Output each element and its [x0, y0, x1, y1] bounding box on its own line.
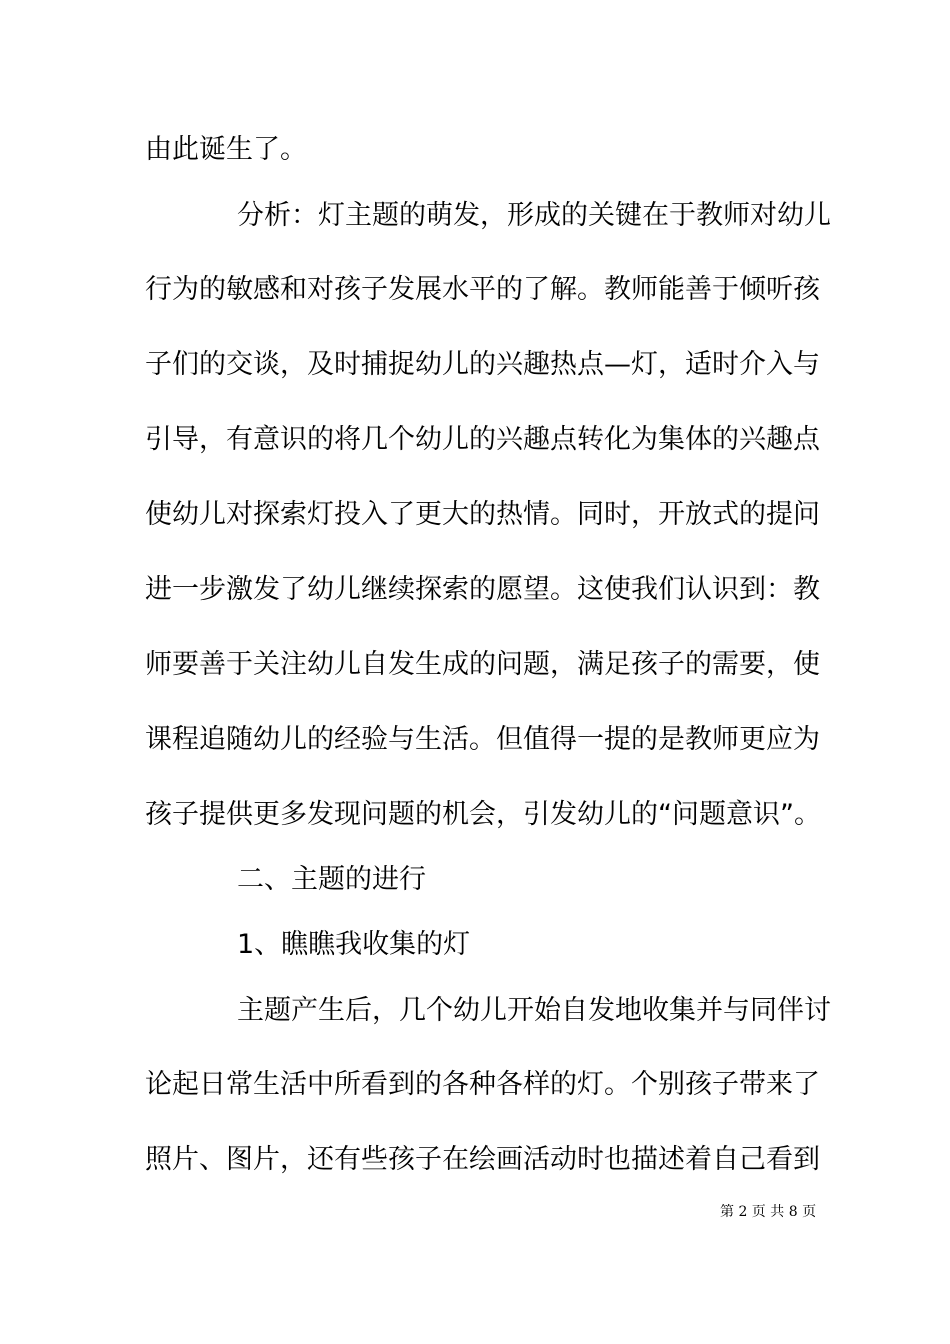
text-line: 主题产生后，几个幼儿开始自发地收集并与同伴讨: [237, 995, 831, 1026]
text-line: 课程追随幼儿的经验与生活。但值得一提的是教师更应为: [145, 724, 820, 755]
text-line: 子们的交谈，及时捕捉幼儿的兴趣热点—灯，适时介入与: [145, 349, 820, 380]
page-number: 第 2 页 共 8 页: [720, 1204, 817, 1220]
text-line: 师要善于关注幼儿自发生成的问题，满足孩子的需要，使: [145, 649, 820, 680]
text-line: 行为的敏感和对孩子发展水平的了解。教师能善于倾听孩: [145, 274, 820, 305]
text-line: 引导，有意识的将几个幼儿的兴趣点转化为集体的兴趣点: [145, 424, 820, 455]
text-line: 照片、图片，还有些孩子在绘画活动时也描述着自己看到: [145, 1144, 820, 1175]
subsection-heading: 1、瞧瞧我收集的灯: [237, 929, 471, 960]
text-line: 分析：灯主题的萌发，形成的关键在于教师对幼儿: [237, 200, 831, 231]
text-line: 由此诞生了。: [145, 134, 307, 165]
text-line: 孩子提供更多发现问题的机会，引发幼儿的“问题意识”。: [145, 799, 821, 830]
section-heading: 二、主题的进行: [237, 864, 426, 895]
text-line: 论起日常生活中所看到的各种各样的灯。个别孩子带来了: [145, 1069, 820, 1100]
text-line: 使幼儿对探索灯投入了更大的热情。同时，开放式的提问: [145, 499, 820, 530]
text-line: 进一步激发了幼儿继续探索的愿望。这使我们认识到：教: [145, 574, 820, 605]
